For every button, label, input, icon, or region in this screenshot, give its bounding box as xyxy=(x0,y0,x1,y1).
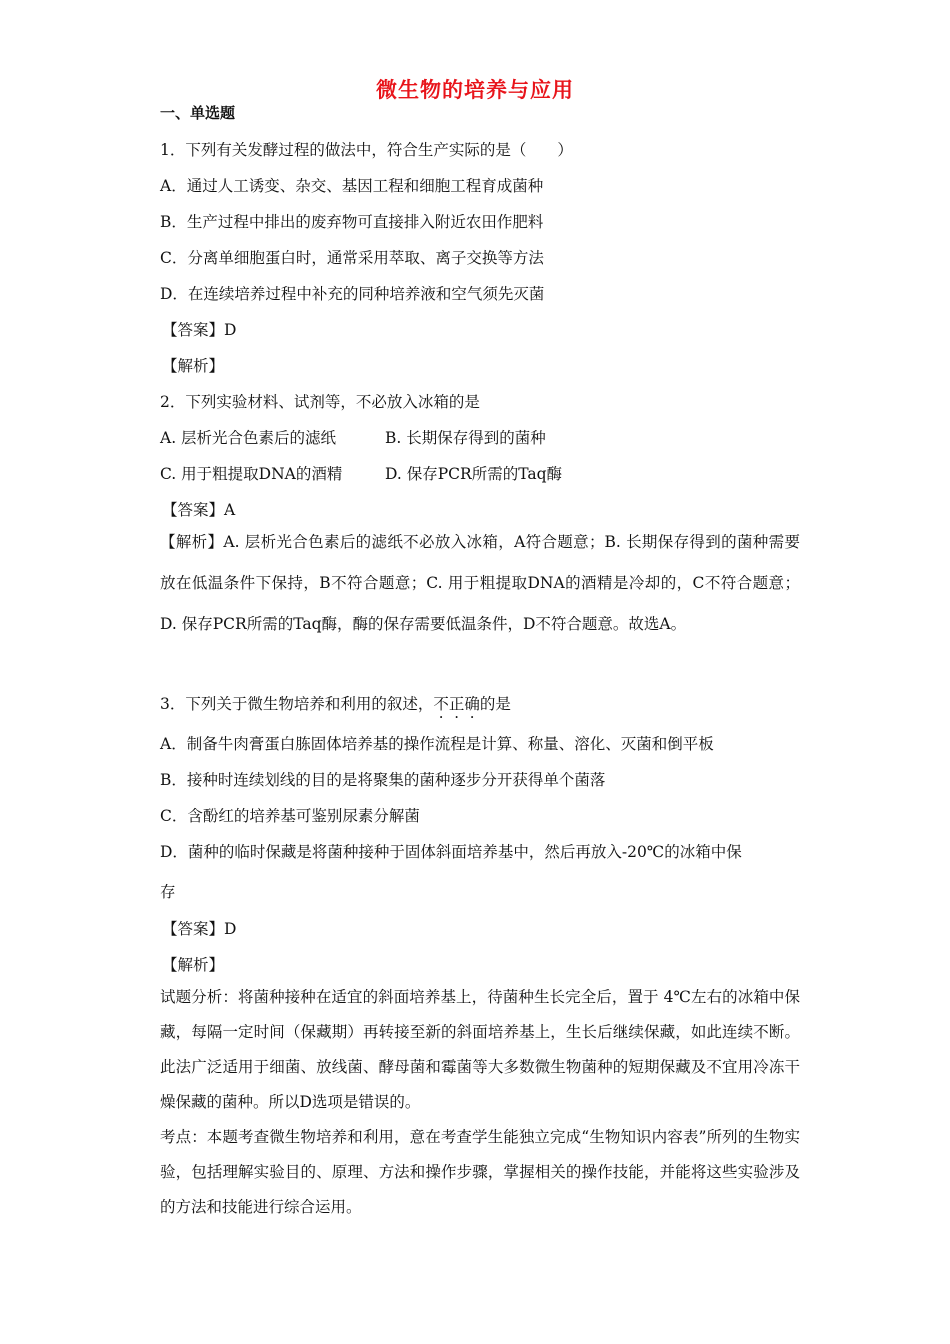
section-heading: 一、单选题 xyxy=(160,104,236,122)
q3-answer-label: 【答案】 xyxy=(162,920,225,938)
q3-answer xyxy=(162,917,236,939)
q3-kaodian: 考点：本题考查微生物培养和利用，意在考查学生能独立完成“生物知识内容表”所列的生物实验，包括理解实验目的、原理、方法和操作步骤，掌握相关的操作技能，并能将这些实验涉及的方法和技能进行综合运用。 xyxy=(160,1128,800,1216)
q2-analysis xyxy=(160,522,800,645)
q2-option-d: D. 保存PCR所需的Taq酶 xyxy=(385,465,562,483)
q2-stem: 2．下列实验材料、试剂等，不必放入冰箱的是 xyxy=(160,393,480,411)
q2-options-row2 xyxy=(160,462,562,484)
q1-answer-label: 【答案】 xyxy=(162,321,225,339)
q3-analysis-label: 【解析】 xyxy=(162,956,225,974)
q3-option-d-line1: D．菌种的临时保藏是将菌种接种于固体斜面培养基中，然后再放入-20℃的冰箱中保 xyxy=(160,843,742,861)
q2-analysis-text: A. 层析光合色素后的滤纸不必放入冰箱，A符合题意；B. 长期保存得到的菌种需要放在低温条件下保持，B不符合题意；C. 用于粗提取DNA的酒精是冷却的，C不符合题意；D. 保存PCR所需的Taq酶，酶的保存需要低温条件，D不符合题意。故选A。 xyxy=(160,533,800,633)
q3-emphasis-char-2: 正 xyxy=(448,695,465,713)
q1-option-a: A．通过人工诱变、杂交、基因工程和细胞工程育成菌种 xyxy=(160,177,544,195)
q2-answer-label: 【答案】 xyxy=(162,501,225,519)
q3-stem-post: 的是 xyxy=(479,695,511,713)
document-title: 微生物的培养与应用 xyxy=(376,78,574,102)
q1-option-b: B．生产过程中排出的废弃物可直接排入附近农田作肥料 xyxy=(160,213,544,231)
q1-answer-value: D xyxy=(224,321,237,339)
q3-analysis-body: 试题分析：将菌种接种在适宜的斜面培养基上，待菌种生长完全后，置于 4℃左右的冰箱中保藏，每隔一定时间（保藏期）再转接至新的斜面培养基上，生长后继续保藏，如此连续不断。此法广泛适用于细菌、放线菌、酵母菌和霉菌等大多数微生物菌种的短期保藏及不宜用冷冻干燥保藏的菌种。所以D选项是错误的。 xyxy=(160,988,800,1111)
q3-option-c: C．含酚红的培养基可鉴别尿素分解菌 xyxy=(160,807,420,825)
q3-option-a: A．制备牛肉膏蛋白胨固体培养基的操作流程是计算、称量、溶化、灭菌和倒平板 xyxy=(160,735,714,753)
q2-option-a: A. 层析光合色素后的滤纸 xyxy=(160,429,337,447)
q2-answer-value: A xyxy=(224,501,236,519)
q2-answer xyxy=(162,498,235,520)
q3-answer-value: D xyxy=(224,920,237,938)
q2-analysis-label: 【解析】 xyxy=(160,533,224,551)
q3-emphasis-char-1: 不 xyxy=(433,695,449,713)
q1-analysis-label: 【解析】 xyxy=(162,357,225,375)
q3-stem-pre: 3．下列关于微生物培养和利用的叙述， xyxy=(160,695,434,713)
q1-stem: 1．下列有关发酵过程的做法中，符合生产实际的是（ ） xyxy=(160,141,573,159)
q2-option-b: B. 长期保存得到的菌种 xyxy=(385,429,546,447)
q3-option-d-line2: 存 xyxy=(160,883,176,901)
q1-option-c: C．分离单细胞蛋白时，通常采用萃取、离子交换等方法 xyxy=(160,249,544,267)
q2-option-c: C. 用于粗提取DNA的酒精 xyxy=(160,465,343,483)
q1-option-d: D．在连续培养过程中补充的同种培养液和空气须先灭菌 xyxy=(160,285,545,303)
q3-option-b: B．接种时连续划线的目的是将聚集的菌种逐步分开获得单个菌落 xyxy=(160,771,606,789)
q2-options-row1 xyxy=(160,426,546,448)
q3-emphasis-char-3: 确 xyxy=(464,695,480,713)
q1-answer xyxy=(162,318,236,340)
q3-stem xyxy=(160,692,511,714)
